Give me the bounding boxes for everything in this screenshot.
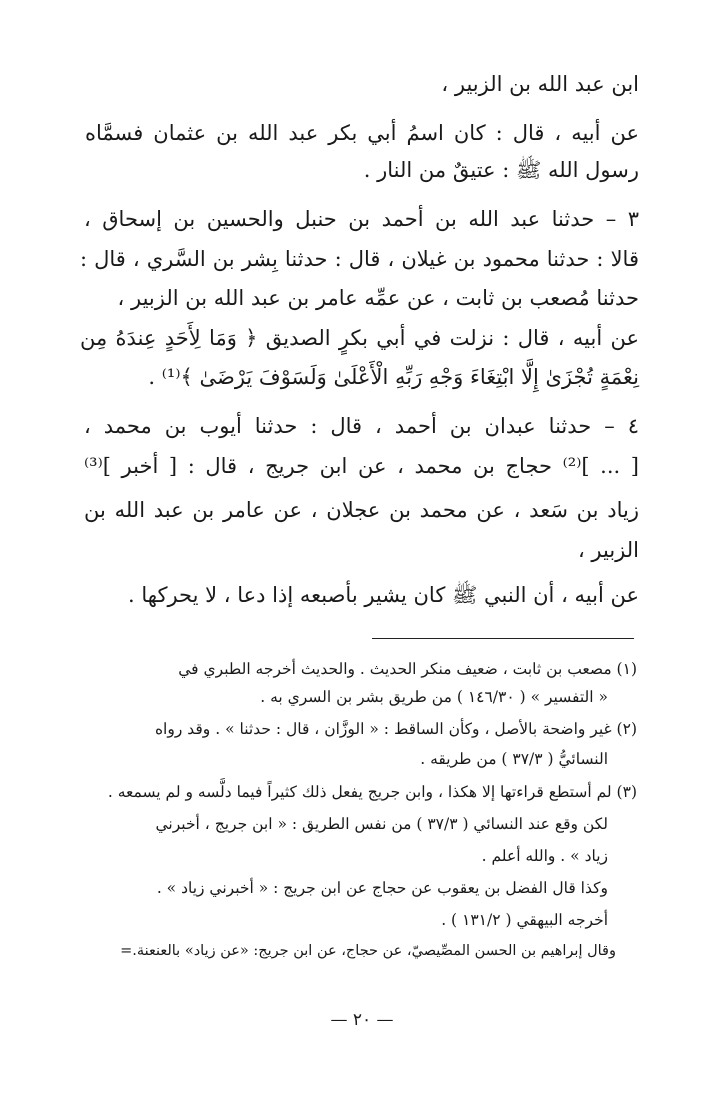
- footnote-3-line-1: (٣) لم أستطع قراءتها إلا هكذا ، وابن جريج يفعل ذلك كثيراً فيما دلَّسه و لم يسمعه .: [107, 783, 637, 801]
- quran-verse-line-2: نِعْمَةٍ تُجْزَىٰ إِلَّا ابْتِغَاءَ وَجْهِ رَبِّهِ الْأَعْلَىٰ وَلَسَوْفَ يَرْضَىٰ ﴾⁽¹⁾ .: [148, 365, 639, 389]
- footnote-3-line-5: أخرجه البيهقي ( ١٣١/٢ ) .: [441, 911, 608, 929]
- hadith-4-line-5: عن أبيه ، أن النبي ﷺ كان يشير بأصبعه إذا دعا ، لا يحركها .: [128, 583, 639, 607]
- footnote-1-line-2: « التفسير » ( ١٤٦/٣٠ ) من طريق بشر بن السري به .: [260, 688, 608, 706]
- footnote-2-line-2: النسائيُّ ( ٣٧/٣ ) من طريقه .: [420, 750, 608, 768]
- footnote-3-line-2: لكن وقع عند النسائي ( ٣٧/٣ ) من نفس الطريق : « ابن جريج ، أخبرني: [155, 815, 608, 833]
- text-line-1: ابن عبد الله بن الزبير ،: [441, 72, 639, 96]
- quran-verse-line-1: عن أبيه ، قال : نزلت في أبي بكرٍ الصديق ﴿ وَمَا لِأَحَدٍ عِندَهُ مِن: [80, 326, 639, 350]
- page-number: — ٢٠ —: [330, 1010, 394, 1030]
- hadith-3-line-2: قالا : حدثنا محمود بن غيلان ، قال : حدثنا بِشر بن السَّري ، قال :: [80, 247, 639, 271]
- hadith-3-line-3: حدثنا مُصعب بن ثابت ، عن عمِّه عامر بن عبد الله بن الزبير ،: [117, 286, 639, 310]
- hadith-3-line-1: ٣ – حدثنا عبد الله بن أحمد بن حنبل والحسين بن إسحاق ،: [84, 207, 639, 231]
- hadith-4-line-1: ٤ – حدثنا عبدان بن أحمد ، قال : حدثنا أيوب بن محمد ،: [84, 414, 639, 438]
- footnote-1-line-1: (١) مصعب بن ثابت ، ضعيف منكر الحديث . والحديث أخرجه الطبري في: [178, 660, 637, 678]
- footnote-3-line-4: وكذا قال الفضل بن يعقوب عن حجاج عن ابن جريج : « أخبرني زياد » .: [156, 879, 608, 897]
- text-line-3: رسول الله ﷺ : عتيقٌ من النار .: [363, 158, 639, 182]
- footnote-divider: [372, 638, 634, 639]
- hadith-4-line-3: زياد بن سَعد ، عن محمد بن عجلان ، عن عامر بن عبد الله بن: [84, 498, 639, 522]
- footnote-2-line-1: (٢) غير واضحة بالأصل ، وكأن الساقط : « الوزَّان ، قال : حدثنا » . وقد رواه: [154, 720, 637, 738]
- text-line-2: عن أبيه ، قال : كان اسمُ أبي بكر عبد الله بن عثمان فسمَّاه: [85, 121, 639, 145]
- hadith-4-line-2: [ ... ]⁽²⁾ حجاج بن محمد ، عن ابن جريج ، قال : [ أخبر ]⁽³⁾: [84, 454, 639, 478]
- footnote-3-line-3: زياد » . والله أعلم .: [481, 847, 608, 865]
- hadith-4-line-4: الزبير ،: [577, 538, 639, 562]
- footnote-3-line-6: وقال إبراهيم بن الحسن المصِّيصيّ، عن حجاج، عن ابن جريج: «عن زياد» بالعنعنة.=: [120, 943, 616, 959]
